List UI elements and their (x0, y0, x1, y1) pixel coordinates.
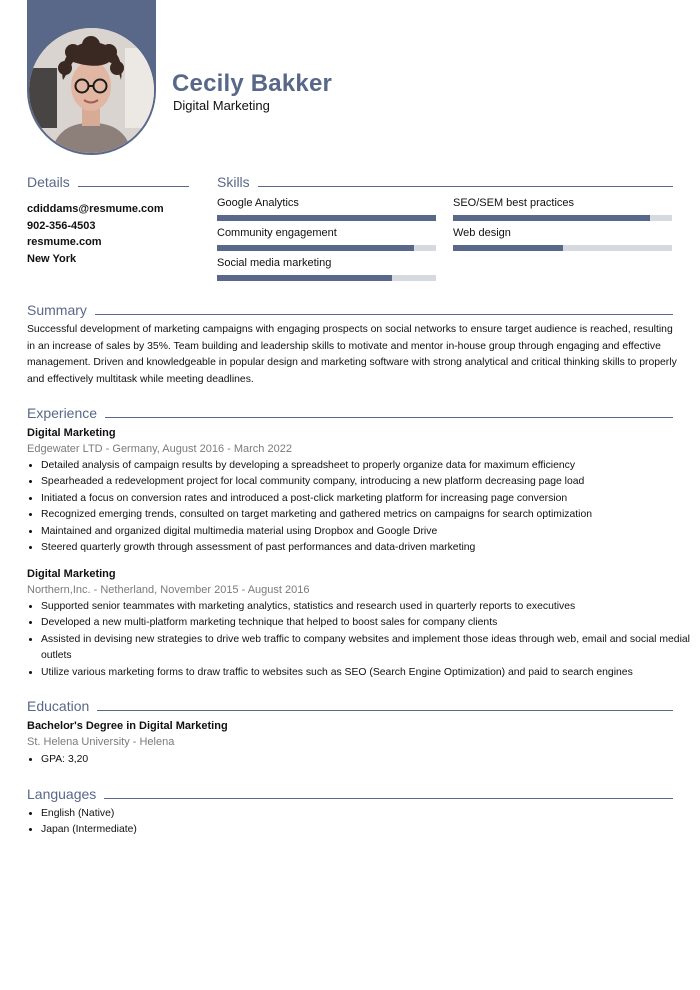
summary-text: Successful development of marketing campaigns with engaging prospects on social networks to ensure target audience is reached, resulting in an increase of sales by 35%. Team building and leadership skills to motivate and mentor in-house group through engaging and effective management. Driven and knowledgeable in popular design and marketing software with strong analytical and critical thinking skills to properly and effectively multitask while meeting deadlines. (27, 324, 677, 385)
skill-bar (217, 215, 436, 221)
skill-bar (217, 275, 436, 281)
skill-item (453, 227, 672, 251)
list-item: • Detailed analysis of campaign results by developing a spreadsheet to properly organize data for maximum efficiency (41, 458, 691, 474)
phone-text: 902-356-4503 (27, 219, 96, 232)
email-text: cdiddams@resmume.com (27, 203, 164, 215)
experience-heading-label: Experience (27, 405, 98, 421)
list-item: • Initiated a focus on conversion rates and introduced a post-click marketing platform for increasing page conversion (41, 491, 691, 507)
skill-name: Google Analytics (217, 197, 299, 209)
skills-heading-label: Skills (217, 174, 250, 190)
list-item: • English (Native) (41, 806, 691, 822)
list-item: • Recognized emerging trends, consulted on target marketing and gathered metrics on campaigns for search optimization (41, 507, 691, 523)
languages-heading-label: Languages (27, 786, 97, 802)
skill-bar-fill (217, 245, 414, 251)
list-item: • Japan (Intermediate) (41, 822, 691, 838)
education-heading (27, 698, 673, 714)
job-bullets (27, 599, 691, 681)
skill-bar-fill (217, 275, 392, 281)
list-item: • Spearheaded a redevelopment project for local community company, introducing a new platform decreasing page load (41, 474, 691, 490)
list-item: • GPA: 3,20 (41, 752, 691, 768)
details-heading (27, 174, 189, 190)
details-heading-label: Details (27, 174, 70, 190)
summary-heading (27, 302, 673, 318)
skills-heading (217, 174, 673, 190)
list-item: • Utilize various marketing forms to draw traffic to websites such as SEO (Search Engine Optimization) and paid to search engines (41, 665, 691, 681)
summary-divider (95, 314, 673, 315)
skill-item (217, 227, 436, 251)
details-list (27, 201, 164, 267)
skill-name: Web design (453, 227, 511, 239)
summary-heading-label: Summary (27, 302, 87, 318)
candidate-title: Digital Marketing (173, 98, 270, 113)
skill-bar-fill (217, 215, 436, 221)
portrait-image (29, 28, 154, 153)
list-item: • Developed a new multi-platform marketing technique that helped to boost sales for company clients (41, 615, 691, 631)
job-title: Digital Marketing (27, 427, 116, 439)
skill-bar (453, 215, 672, 221)
languages-list (27, 806, 691, 839)
experience-heading (27, 405, 673, 421)
languages-divider (104, 798, 673, 799)
list-item: • Maintained and organized digital multimedia material using Dropbox and Google Drive (41, 524, 691, 540)
skill-item (217, 197, 436, 221)
skill-name: Community engagement (217, 227, 337, 239)
skill-bar (217, 245, 436, 251)
location-text: New York (27, 252, 77, 265)
education-bullets (27, 752, 691, 768)
skill-item (453, 197, 672, 221)
skill-bar (453, 245, 672, 251)
list-item: • Supported senior teammates with marketing analytics, statistics and research used in quarterly reports to executives (41, 599, 691, 615)
experience-divider (105, 417, 673, 418)
languages-heading (27, 786, 673, 802)
degree-title: Bachelor's Degree in Digital Marketing (27, 720, 228, 732)
skill-bar-fill (453, 215, 650, 221)
list-item: • Assisted in devising new strategies to drive web traffic to company websites and implement those ideas through web, email and social medial outlets (41, 632, 691, 665)
skill-bar-fill (453, 245, 563, 251)
skill-name: SEO/SEM best practices (453, 197, 575, 209)
job-bullets (27, 458, 691, 556)
education-heading-label: Education (27, 698, 90, 714)
skill-name: Social media marketing (217, 257, 332, 269)
education-divider (97, 710, 673, 711)
website-text: resmume.com (27, 236, 102, 248)
profile-photo (27, 26, 156, 155)
school-name: St. Helena University - Helena (27, 736, 175, 748)
skills-divider (258, 186, 673, 187)
job-company-dates: Edgewater LTD - Germany, August 2016 - March 2022 (27, 443, 292, 455)
skill-item (217, 257, 436, 281)
list-item: • Steered quarterly growth through assessment of past performances and data-driven marketing (41, 540, 691, 556)
job-title: Digital Marketing (27, 568, 116, 580)
candidate-name: Cecily Bakker (172, 70, 333, 97)
job-company-dates: Northern,Inc. - Netherland, November 2015 - August 2016 (27, 584, 310, 596)
details-divider (78, 186, 189, 187)
